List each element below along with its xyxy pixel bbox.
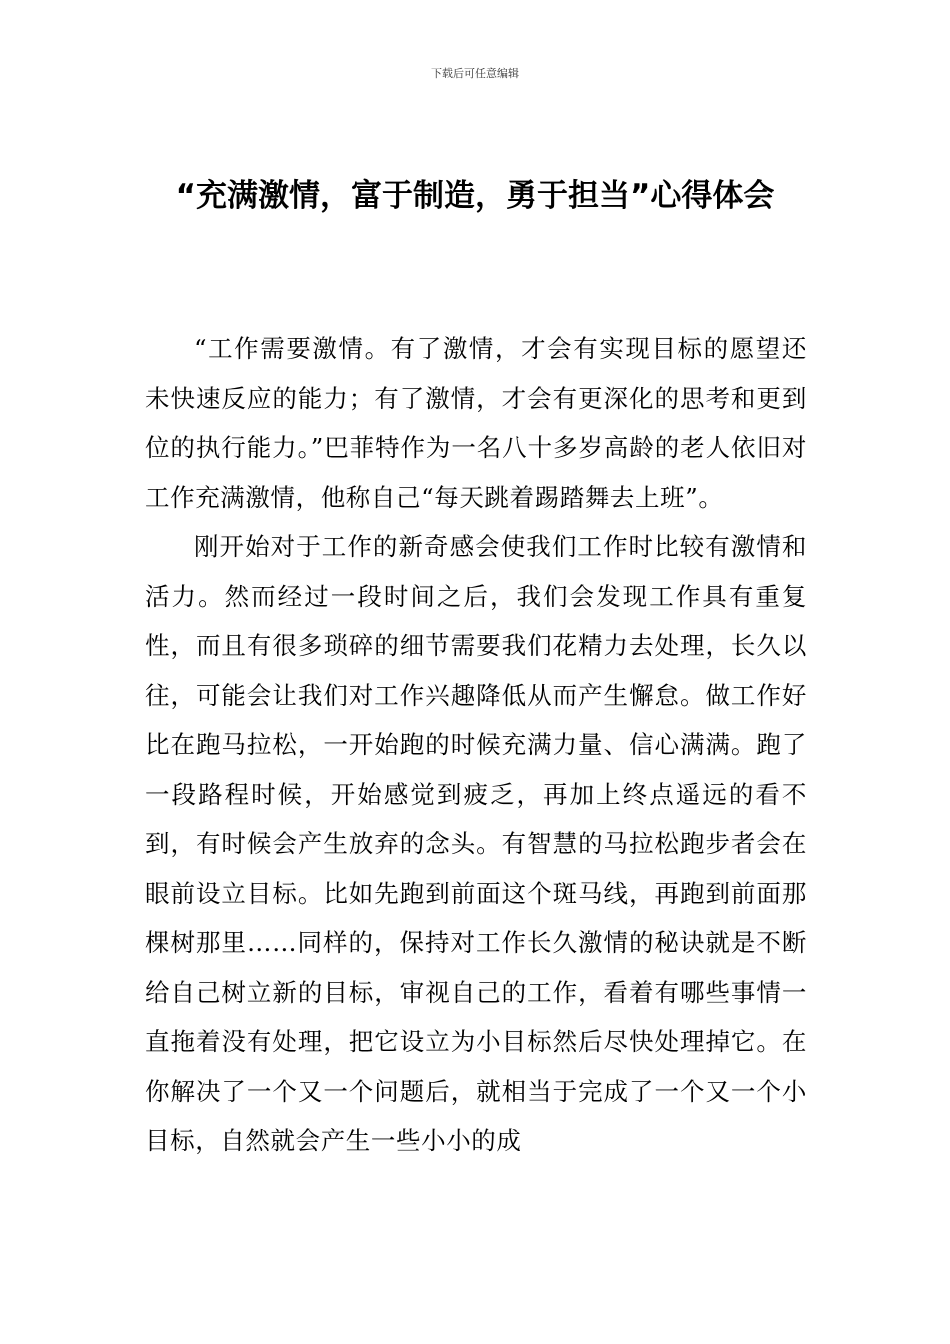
header-note: 下载后可任意编辑	[431, 67, 519, 80]
document-title: “充满激情，富于制造，勇于担当”心得体会	[175, 178, 775, 214]
paragraph-1: “工作需要激情。有了激情，才会有实现目标的愿望还未快速反应的能力；有了激情，才会有更深化的思考和更到位的执行能力。”巴菲特作为一名八十多岁高龄的老人依旧对工作充满激情，他称自己“每天跳着踢踏舞去上班”。	[145, 334, 807, 512]
paragraph-2: 刚开始对于工作的新奇感会使我们工作时比较有激情和活力。然而经过一段时间之后，我们会发现工作具有重复性，而且有很多琐碎的细节需要我们花精力去处理，长久以往，可能会让我们对工作兴趣降低从而产生懈怠。做工作好比在跑马拉松，一开始跑的时候充满力量、信心满满。跑了一段路程时候，开始感觉到疲乏，再加上终点遥远的看不到，有时候会产生放弃的念头。有智慧的马拉松跑步者会在眼前设立目标。比如先跑到前面这个斑马线，再跑到前面那棵树那里……同样的，保持对工作长久激情的秘诀就是不断给自己树立新的目标，审视自己的工作，看着有哪些事情一直拖着没有处理，把它设立为小目标然后尽快处理掉它。在你解决了一个又一个问题后，就相当于完成了一个又一个小目标，自然就会产生一些小小的成	[145, 532, 807, 1155]
document-body	[145, 324, 807, 1166]
